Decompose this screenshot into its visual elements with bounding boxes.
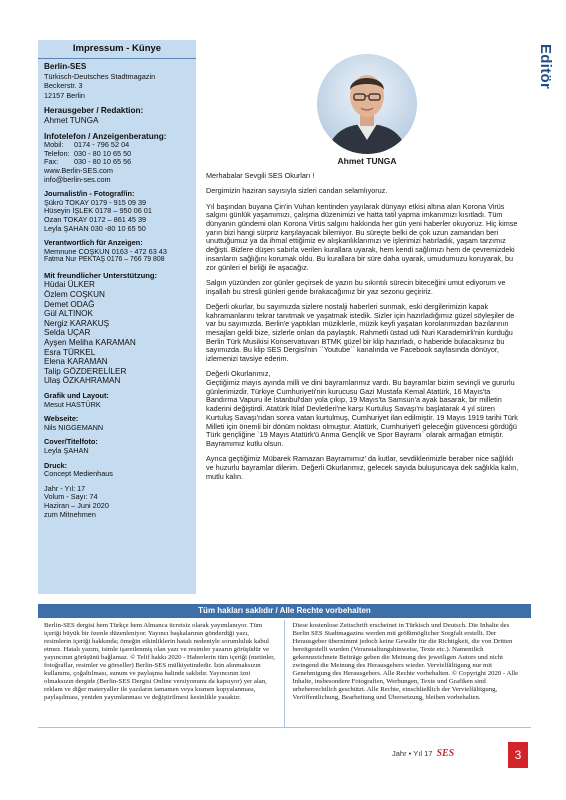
website-link[interactable]: www.Berlin-SES.com	[44, 165, 113, 175]
supporter-name: Ulaş ÖZKAHRAMAN	[44, 376, 121, 386]
journalist-line: Hüseyin İŞLEK 0178 – 950 06 01	[44, 206, 152, 216]
issue-line: Jahr - Yıl: 17	[44, 483, 86, 493]
impressum-title: Impressum - Künye	[38, 43, 196, 59]
ads-block	[44, 239, 190, 265]
publisher-subtitle: Türkisch-Deutsches Stadtmagazin	[44, 71, 156, 81]
supporter-name: Esra TÜRKEL	[44, 347, 96, 357]
mobile-number[interactable]: 0174 - 796 52 04	[74, 140, 130, 150]
fax-label: Fax:	[44, 157, 59, 167]
contact-block	[44, 132, 190, 185]
supporter-name: Demet ODAĞ	[44, 299, 95, 309]
author-name: Ahmet TUNGA	[337, 156, 397, 166]
email-link[interactable]: info@berlin-ses.com	[44, 174, 111, 184]
author-portrait-image	[317, 54, 417, 154]
ses-logo: SES	[436, 747, 455, 759]
editor-block	[44, 106, 190, 125]
issue-line: Haziran – Juni 2020	[44, 500, 109, 510]
cover-block	[44, 438, 190, 455]
supporter-name: Gül ALTINOK	[44, 309, 93, 319]
article-paragraph: Merhabalar Sevgili SES Okurları !	[206, 172, 315, 180]
article-paragraph: Değerli Okurlarımız, Geçtiğimiz mayıs ayında milli ve dini bayramlarımız vardı. Bu bayramlar bizim sevinçli ve gururlu günlerimizdir. Türkiye Cumhuriyeti'nin kurucusu Gazi Mustafa Kemal Atatürk, 16 Mayıs'ta Bandırma Vapuru ile İstanbul'dan yola çıkıp, 19 Mayıs'ta Samsun'a ayak basarak, bir milletin kaderini değiştirdi. Atatürk İtilaf Devletleri'ne karşı Kurtuluş Savaşı'nı başlatarak 4 yıl süren Kurtuluş Savaşı'ndan sonra vatan kurtulmuş, Cumhuriyet ilan edilmiştir. 19 Mayıs 1919 tarihi Türk Milleti için önemli bir dönüm noktası olmuştur. Atatürk, Cumhuriyet'i geleceğin güvencesi gördüğü Türk gençliğine `19 Mayıs Atatürk'ü Anma Gençlik ve Spor Bayramı` olarak armağan etmiştir. Bayramımız kutlu olsun.	[206, 369, 518, 448]
publisher-name: Berlin-SES	[44, 62, 87, 71]
publisher-block	[44, 62, 190, 100]
fax-number: 030 - 80 10 65 56	[74, 157, 132, 167]
issue-line: zum Mitnehmen	[44, 509, 96, 519]
supporter-name: Hüdai ÜLKER	[44, 280, 95, 290]
journalist-line: Şükrü TOKAY 0179 - 915 09 39	[44, 197, 147, 207]
editorial-article	[206, 172, 520, 596]
author-photo	[317, 54, 417, 154]
mobile-label: Mobil:	[44, 140, 64, 150]
editor-name: Ahmet TUNGA	[44, 115, 99, 125]
supporter-name: Ayşen Meliha KARAMAN	[44, 338, 136, 348]
article-paragraph: Değerli okurlar, bu sayımızda sizlere nostalji haberleri sunmak, eski dergilerimizin kapak kahramanlarını tekrar tanıtmak ve yaşatmak istedik. Sizler için hazırladığımız güzel söyleşiler de var bu sayımızda. Berlin'e yaptıkları müziklerle, müzik keyfi yaşatan korolarımızdan bazılarının mesajları geldi bize, sizlerle onları da paylaştık. Rahmetli üstad udi Nuri Karademirli'nin kurduğu Berlin Türk Musikisi Konservatuvarı BTMK güzel bir klip hazırladı, o haberide bulacaksınız bu sayımızda. Bu klip SES Dergisi'nin ``Youtube`` kanalında ve Facebook sayfasında dönüyor, izlemenizi tavsiye ederim.	[206, 301, 515, 364]
editor-heading: Herausgeber / Redaktion:	[44, 106, 144, 116]
graphic-block	[44, 392, 190, 409]
article-paragraph: Ayrıca geçtiğimiz Mübarek Ramazan Bayramımız' da kutlar, sevdiklerimizle beraber nice sağlıklı ve huzurlu bayramlar dilerim. Değerli Okurlarımız, gelecek sayıda buluşuncaya dek sağlıkla kalın, mutlu kalın.	[206, 454, 519, 481]
supporters-block	[44, 271, 190, 386]
issue-block	[44, 485, 190, 519]
section-label-editor: Editör	[537, 44, 554, 90]
graphic-heading: Grafik und Layout:	[44, 391, 109, 400]
rights-disclaimer	[38, 620, 531, 728]
issue-line: Volum - Sayı: 74	[44, 492, 98, 502]
supporter-name: Elena KARAMAN	[44, 357, 108, 367]
contact-heading: Infotelefon / Anzeigenberatung:	[44, 131, 167, 141]
cover-heading: Cover/Titelfoto:	[44, 437, 98, 447]
print-heading: Druck:	[44, 460, 68, 470]
website-block	[44, 415, 190, 432]
supporter-name: Talip GÖZDERELİLER	[44, 366, 127, 376]
page-number: 3	[508, 742, 528, 768]
article-paragraph: Yıl başından buyana Çin'in Vuhan kentinden yayılarak dünyayı etkisi altına alan Korona Virüs salgını günlük yaşamımızı, çalışma düzenimizi ve hatta tatil yapma imkanımızı kısıtladı. Tüm dünyanın gündemi olan Korona Virüs salgını hakkında her gün yeni haberler okuyoruz. Hiç kimse yarın bizi hangi sürpriz karşılayacak bilemiyor. Bu süreçte belki de çok uzun zamandan beri unuttuğumuz ya da ihmal ettiğimiz ev alışkanlıklarımızı ve işlerimizi hatırladık, yaşam tarzımız değişti. Bizlere düşen sabırla verilen kurallara uyarak, hem kendi sağlımızı hem de çevremizdeki insanların sağlığını korumak oldu. Bu kurallara bir süre daha uyarak, umudumuzu koruyarak, bu zor günleri el birliği ile aşacağız.	[206, 201, 518, 272]
print-name: Concept Medienhaus	[44, 469, 113, 479]
supporters-heading: Mit freundlicher Unterstützung:	[44, 270, 158, 280]
rights-text-turkish: Berlin-SES dergisi hem Türkçe hem Almanca ücretsiz olarak yayımlanıyor. Tüm içeriği büyük bir özenle düzenleniyor. Yayıncı başkalarının gönderdiği yazı, resimlerin içeriği hakkında; ömeğin etkinliklerin hatalı nedeniyle sorumluluk kabul etmez. Hatalı yazım, isimle işaretlenmiş olan yazı ve resimler yazarın görüşüdür ve yayıncının görüşünü bağlamaz. © Telif hakkı 2020 - Haberlerin tüm içeriği (metinler, fotoğraflar, resimler ve görseller) Berlin-SES mülkiyetindedir. İzin alınmaksızın kullanımı, çoğaltılması, sunum ve paylaşma halinde saklıdır. Yayıncının izni olmaksızın dergide (Berlin-SES Dergisi Online versiyonunu da kapsıyor) yer alan, reklam ve diğer materyaller ile yazıların tamamen veya kısmen kopyalanması, paylaşılması, yeniden yayımlanması ve değiştirilmesi kesinlikle yasaktır.	[38, 620, 285, 727]
phone-label: Telefon:	[44, 148, 70, 158]
website-name: Nils NIGGEMANN	[44, 422, 104, 432]
rights-text-german: Diese kostenlose Zeitschrift erscheinet in Türkisch und Deutsch. Die Inhalte des Berlin SES Stadtmagazins werden mit größtmöglicher Sorgfalt erstellt. Der Herausgeber übernimmt jedoch keine Gewähr für die Richtigkeit, die von Dritten bereitgestellt wurden (Veranstaltungshinweise, Texte etc.). Namentlich gekennzeichnete Beiträge geben die Meinung des jeweiligen Autors und nicht zwingend die Meinung des Herausgebers wieder. Vervielfältigung nur mit Genehmigung des Herausgebers. Alle Rechte vorbehalten. © Copyright 2020 - Alle Inhalte, insbesondere Fotografien, Werbungen, Texte und Grafiken sind urheberrechtlich geschützt. Alle Rechte, einschließlich der Vervielfältigung, Veröffentlichung, Bearbeitung und Übersetzung, bleiben vorbehalten.	[292, 622, 519, 702]
rights-banner: Tüm hakları saklıdır / Alle Rechte vorbehalten	[38, 604, 531, 618]
publisher-street: Beckerstr. 3	[44, 81, 83, 91]
supporter-name: Özlem COŞKUN	[44, 290, 105, 300]
supporter-name: Selda UÇAR	[44, 328, 91, 338]
ads-heading: Verantwortlich für Anzeigen:	[44, 238, 143, 248]
publisher-city: 12157 Berlin	[44, 90, 85, 100]
website-heading: Webseite:	[44, 414, 79, 424]
ads-line: Memnune COŞKUN 0163 - 472 63 43	[44, 246, 167, 256]
footer-issue: Jahr • Yıl 17	[392, 748, 433, 758]
journalist-line: Ozan TOKAY 0172 – 861 45 39	[44, 214, 147, 224]
graphic-name: Mesut HASTÜRK	[44, 399, 101, 409]
journalists-heading: Journalist/in - Fotograf/in:	[44, 189, 135, 199]
journalist-line: Leyla ŞAHAN 030 -80 10 65 50	[44, 223, 146, 233]
cover-name: Leyla ŞAHAN	[44, 445, 89, 455]
page-footer	[392, 744, 454, 762]
ads-line: Fatma Nur PEKTAŞ 0176 – 766 79 808	[44, 256, 165, 264]
impressum-box	[38, 40, 196, 594]
article-paragraph: Dergimizin haziran sayısıyla sizleri candan selamlıyoruz.	[206, 186, 388, 196]
phone-number[interactable]: 030 - 80 10 65 50	[74, 148, 132, 158]
journalists-block	[44, 190, 190, 233]
article-paragraph: Salgın yüzünden zor günler geçirsek de yazın bu sıkıntılı sürecin biteceğini umut ediyorum ve inşallah bu stresli günleri geride bırakacağımız bir yaz sezonu geçiririz.	[206, 277, 506, 296]
print-block	[44, 462, 190, 479]
supporter-name: Nergiz KARAKUŞ	[44, 318, 110, 328]
